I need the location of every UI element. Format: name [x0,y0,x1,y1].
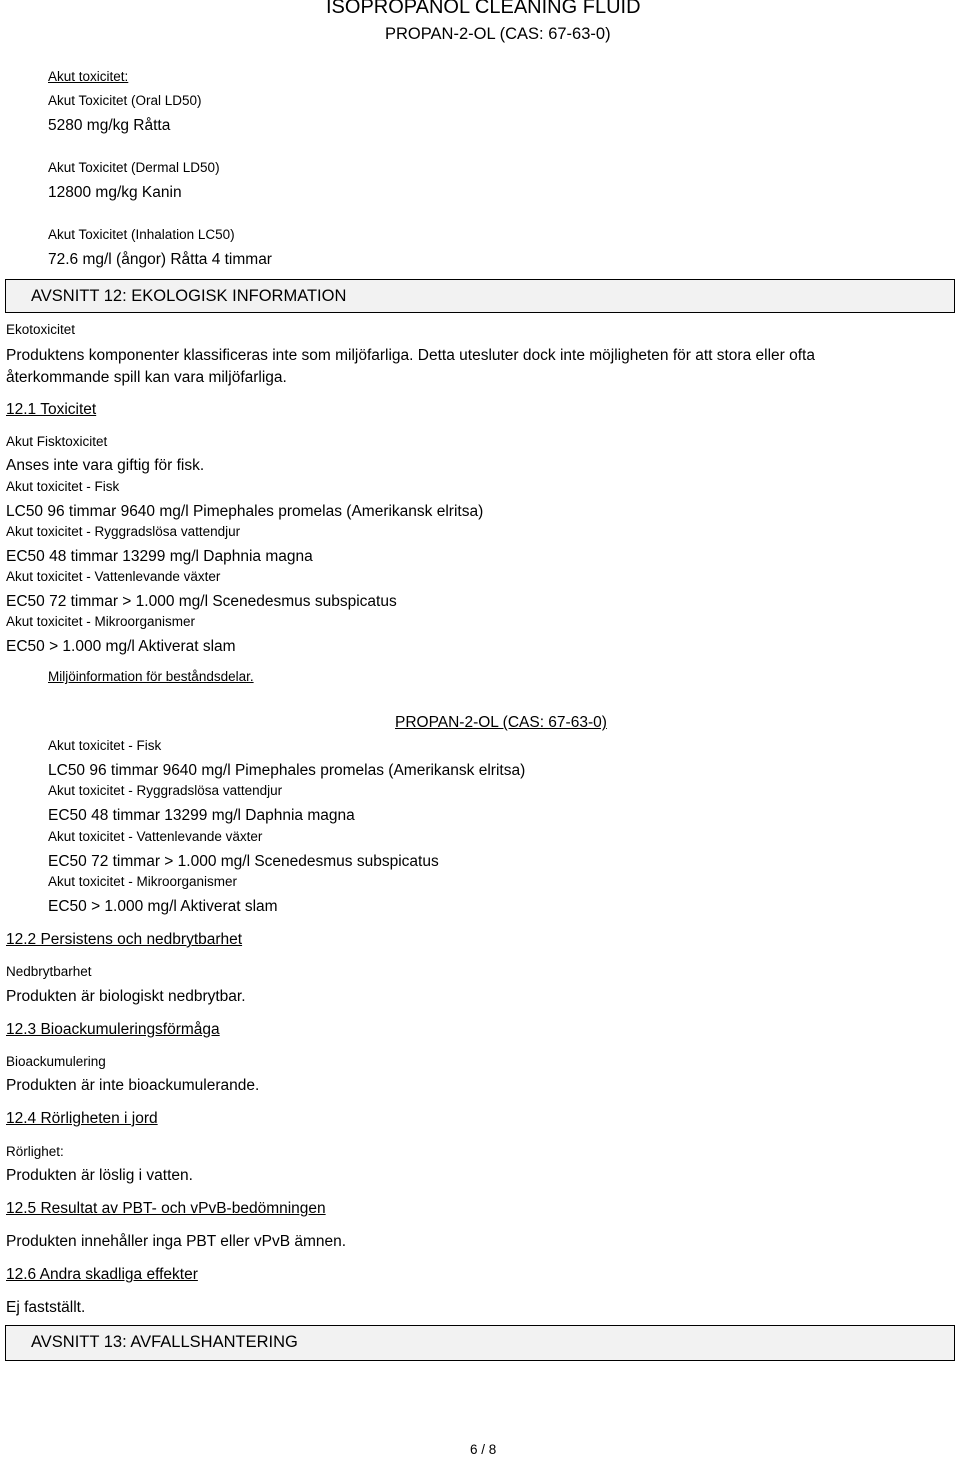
fish-toxicity-label: Akut Fisktoxicitet [6,434,108,449]
pbt-text: Produkten innehåller inga PBT eller vPvB ämnen. [6,1233,347,1250]
component-fish-label: Akut toxicitet - Fisk [48,738,162,753]
subsection-12-5: 12.5 Resultat av PBT- och vPvB-bedömningen [6,1200,326,1217]
degradability-label: Nedbrytbarhet [6,964,92,979]
page-number: 6 / 8 [470,1442,497,1457]
acute-invertebrate-value: EC50 48 timmar 13299 mg/l Daphnia magna [6,548,313,565]
section-13-header [5,1325,955,1361]
subsection-12-2: 12.2 Persistens och nedbrytbarhet [6,931,243,948]
acute-toxicity-heading: Akut toxicitet: [48,69,129,84]
section-12-title: AVSNITT 12: EKOLOGISK INFORMATION [31,287,347,305]
component-invertebrate-value: EC50 48 timmar 13299 mg/l Daphnia magna [48,807,355,824]
oral-ld50-value: 5280 mg/kg Råtta [48,117,171,134]
ecotox-text-line2: återkommande spill kan vara miljöfarliga. [6,369,287,386]
fish-toxicity-text: Anses inte vara giftig för fisk. [6,457,205,474]
subsection-12-3: 12.3 Bioackumuleringsförmåga [6,1021,220,1038]
component-micro-label: Akut toxicitet - Mikroorganismer [48,874,238,889]
other-effects-text: Ej fastställt. [6,1299,86,1316]
dermal-ld50-value: 12800 mg/kg Kanin [48,184,182,201]
oral-ld50-label: Akut Toxicitet (Oral LD50) [48,93,202,108]
acute-plant-value: EC50 72 timmar > 1.000 mg/l Scenedesmus subspicatus [6,593,397,610]
acute-fish-value: LC50 96 timmar 9640 mg/l Pimephales promelas (Amerikansk elritsa) [6,503,484,520]
ecotox-label: Ekotoxicitet [6,322,76,337]
acute-micro-value: EC50 > 1.000 mg/l Aktiverat slam [6,638,236,655]
bioaccumulation-text: Produkten är inte bioackumulerande. [6,1077,260,1094]
product-title: ISOPROPANOL CLEANING FLUID [326,0,641,18]
mobility-text: Produkten är löslig i vatten. [6,1167,193,1184]
subsection-12-4: 12.4 Rörligheten i jord [6,1110,158,1127]
dermal-ld50-label: Akut Toxicitet (Dermal LD50) [48,160,220,175]
component-fish-value: LC50 96 timmar 9640 mg/l Pimephales promelas (Amerikansk elritsa) [48,762,526,779]
subsection-12-1: 12.1 Toxicitet [6,401,97,418]
section-12-header [5,279,955,313]
acute-fish-label: Akut toxicitet - Fisk [6,479,120,494]
mobility-label: Rörlighet: [6,1144,64,1159]
component-env-heading: Miljöinformation för beståndsdelar. [48,669,254,684]
component-invertebrate-label: Akut toxicitet - Ryggradslösa vattendjur [48,783,283,798]
subsection-12-6: 12.6 Andra skadliga effekter [6,1266,198,1283]
substance-subtitle: PROPAN-2-OL (CAS: 67-63-0) [385,25,611,43]
degradability-text: Produkten är biologiskt nedbrytbar. [6,988,246,1005]
component-plant-label: Akut toxicitet - Vattenlevande växter [48,829,263,844]
section-13-title: AVSNITT 13: AVFALLSHANTERING [31,1333,298,1351]
acute-plant-label: Akut toxicitet - Vattenlevande växter [6,569,221,584]
acute-invertebrate-label: Akut toxicitet - Ryggradslösa vattendjur [6,524,241,539]
acute-micro-label: Akut toxicitet - Mikroorganismer [6,614,196,629]
inhalation-lc50-label: Akut Toxicitet (Inhalation LC50) [48,227,235,242]
component-plant-value: EC50 72 timmar > 1.000 mg/l Scenedesmus subspicatus [48,853,439,870]
component-micro-value: EC50 > 1.000 mg/l Aktiverat slam [48,898,278,915]
bioaccumulation-label: Bioackumulering [6,1054,106,1069]
ecotox-text-line1: Produktens komponenter klassificeras inte som miljöfarliga. Detta utesluter dock inte möjligheten för att stora eller ofta [6,347,815,364]
inhalation-lc50-value: 72.6 mg/l (ångor) Råtta 4 timmar [48,251,272,268]
component-name: PROPAN-2-OL (CAS: 67-63-0) [395,714,607,731]
